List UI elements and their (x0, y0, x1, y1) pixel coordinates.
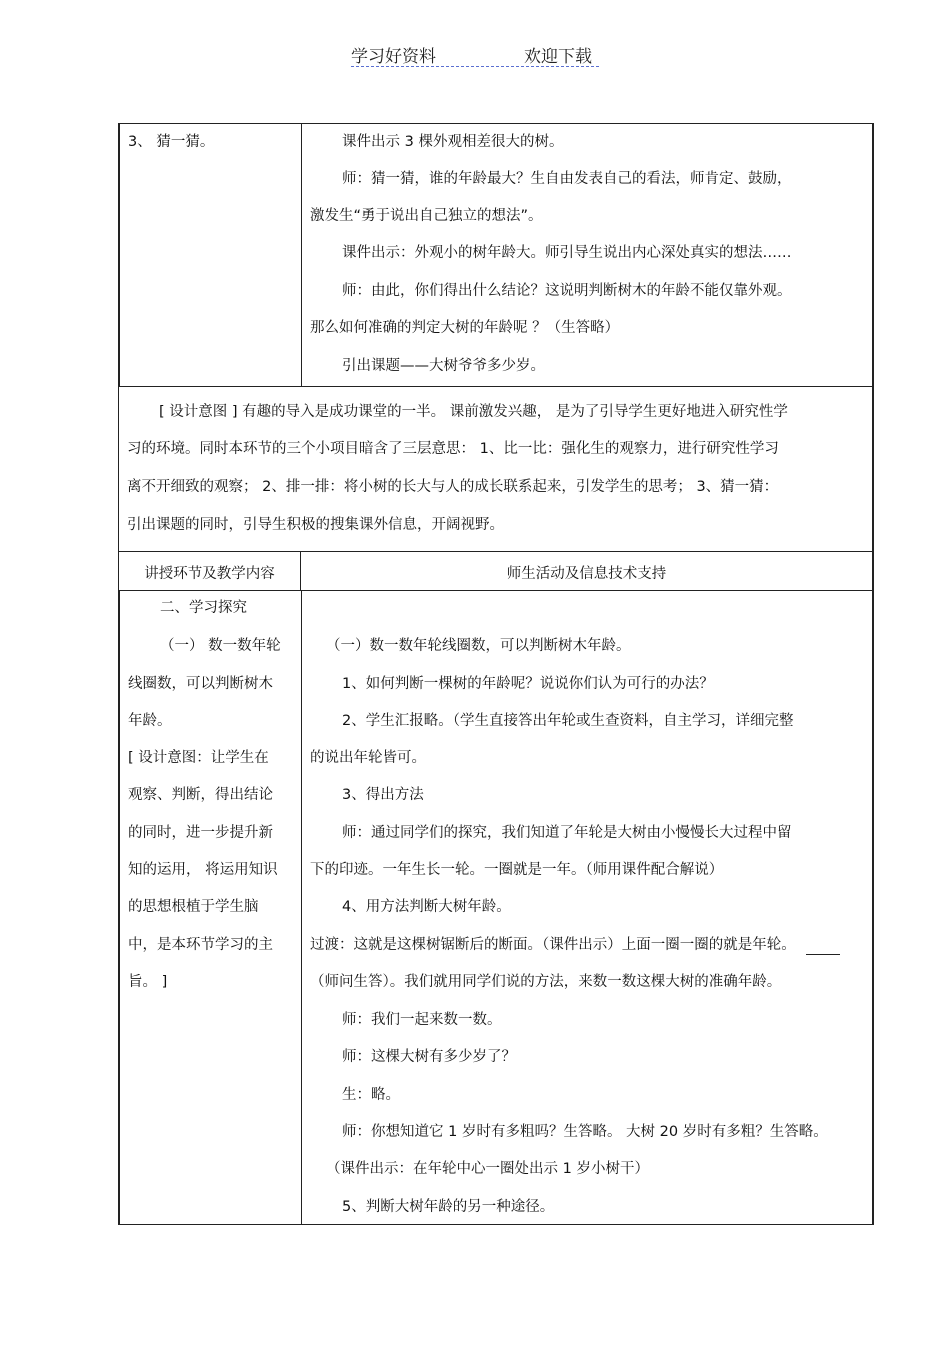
text-line: 离不开细致的观察； 2、排一排：将小树的长大与人的成长联系起来，引发学生的思考； 3、猜一猜： (127, 479, 779, 495)
text-line: 师：猜一猜，谁的年龄最大？生自由发表自己的看法，师肯定、鼓励， (342, 171, 792, 187)
table-header-right: 师生活动及信息技术支持 (506, 566, 667, 582)
text-line: 师：由此，你们得出什么结论？这说明判断树木的年龄不能仅靠外观。 (342, 283, 792, 299)
text-line-with-blank (310, 935, 840, 955)
text-line: （课件出示：在年轮中心一圈处出示 1 岁小树干） (326, 1161, 649, 1177)
section-explore-row (118, 590, 874, 1225)
header-right-text: 欢迎下载 (524, 47, 592, 67)
text-line: 生：略。 (342, 1087, 400, 1103)
table-header-left: 讲授环节及教学内容 (144, 566, 275, 582)
text-line: 激发生“勇于说出自己独立的想法”。 (310, 208, 543, 224)
text-line: 2、学生汇报略。（学生直接答出年轮或生查资料，自主学习，详细完整 (342, 713, 794, 729)
text-line: 3、得出方法 (342, 787, 424, 803)
text-line: 1、如何判断一棵树的年龄呢？说说你们认为可行的办法？ (342, 676, 714, 692)
text-line: 观察、判断，得出结论 (128, 787, 273, 803)
header-left-text: 学习好资料 (351, 47, 436, 67)
text-line: 过渡：这就是这棵树锯断后的断面。（课件出示）上面一圈一圈的就是年轮。 (310, 937, 796, 953)
section-guess-label: 3、 猜一猜。 (128, 134, 215, 150)
section-guess-content-cell (302, 124, 872, 387)
text-line: 的同时，进一步提升新 (128, 825, 273, 841)
text-line: 旨。 ] (128, 974, 168, 990)
text-line: 二、学习探究 (160, 600, 247, 616)
section-guess-row (118, 123, 874, 387)
text-line: 5、判断大树年龄的另一种途径。 (342, 1199, 555, 1215)
text-line: 师：这棵大树有多少岁了？ (342, 1049, 516, 1065)
table-header-row (118, 551, 874, 591)
table-header-right-cell (301, 552, 872, 590)
text-line: 引出课题的同时，引导生积极的搜集课外信息，开阔视野。 (127, 517, 504, 533)
text-line: 的思想根植于学生脑 (128, 899, 259, 915)
text-line: （一） 数一数年轮 (160, 638, 281, 654)
design-intent-box (118, 386, 874, 552)
text-line: 下的印迹。一年生长一轮。一圈就是一年。（师用课件配合解说） (310, 862, 724, 878)
text-line: （一）数一数年轮线圈数，可以判断树木年龄。 (326, 638, 631, 654)
text-line: 中，是本环节学习的主 (128, 937, 273, 953)
page-header (351, 40, 599, 67)
table-header-left-cell (119, 552, 300, 590)
text-line: 年龄。 (128, 713, 172, 729)
text-line: 引出课题——大树爷爷多少岁。 (342, 358, 545, 374)
text-line: 习的环境。同时本环节的三个小项目暗含了三层意思： 1、比一比：强化生的观察力，进行研究性学习 (127, 441, 779, 457)
text-line: 师：我们一起来数一数。 (342, 1012, 502, 1028)
text-line: 师：通过同学们的探究，我们知道了年轮是大树由小慢慢长大过程中留 (342, 825, 792, 841)
text-line: 知的运用， 将运用知识 (128, 862, 278, 878)
text-line: （师问生答）。我们就用同学们说的方法，来数一数这棵大树的准确年龄。 (310, 974, 782, 990)
text-line: 那么如何准确的判定大树的年龄呢 ？（生答略） (310, 320, 620, 336)
fill-in-blank (806, 940, 840, 955)
section-explore-label-cell (120, 590, 301, 1224)
text-line: 4、用方法判断大树年龄。 (342, 899, 511, 915)
text-line: [ 设计意图：让学生在 (128, 750, 269, 766)
text-line: 课件出示：外观小的树年龄大。师引导生说出内心深处真实的想法…… (342, 245, 792, 261)
text-line: [ 设计意图 ] 有趣的导入是成功课堂的一半。 课前激发兴趣， 是为了引导学生更好地进入研究性学 (159, 404, 788, 420)
text-line: 的说出年轮皆可。 (310, 750, 426, 766)
section-explore-content-cell (302, 590, 872, 1224)
section-guess-label-cell (120, 124, 301, 387)
text-line: 课件出示 3 棵外观相差很大的树。 (342, 134, 564, 150)
text-line: 线圈数，可以判断树木 (128, 676, 273, 692)
text-line: 师：你想知道它 1 岁时有多粗吗？生答略。 大树 20 岁时有多粗？生答略。 (342, 1124, 828, 1140)
